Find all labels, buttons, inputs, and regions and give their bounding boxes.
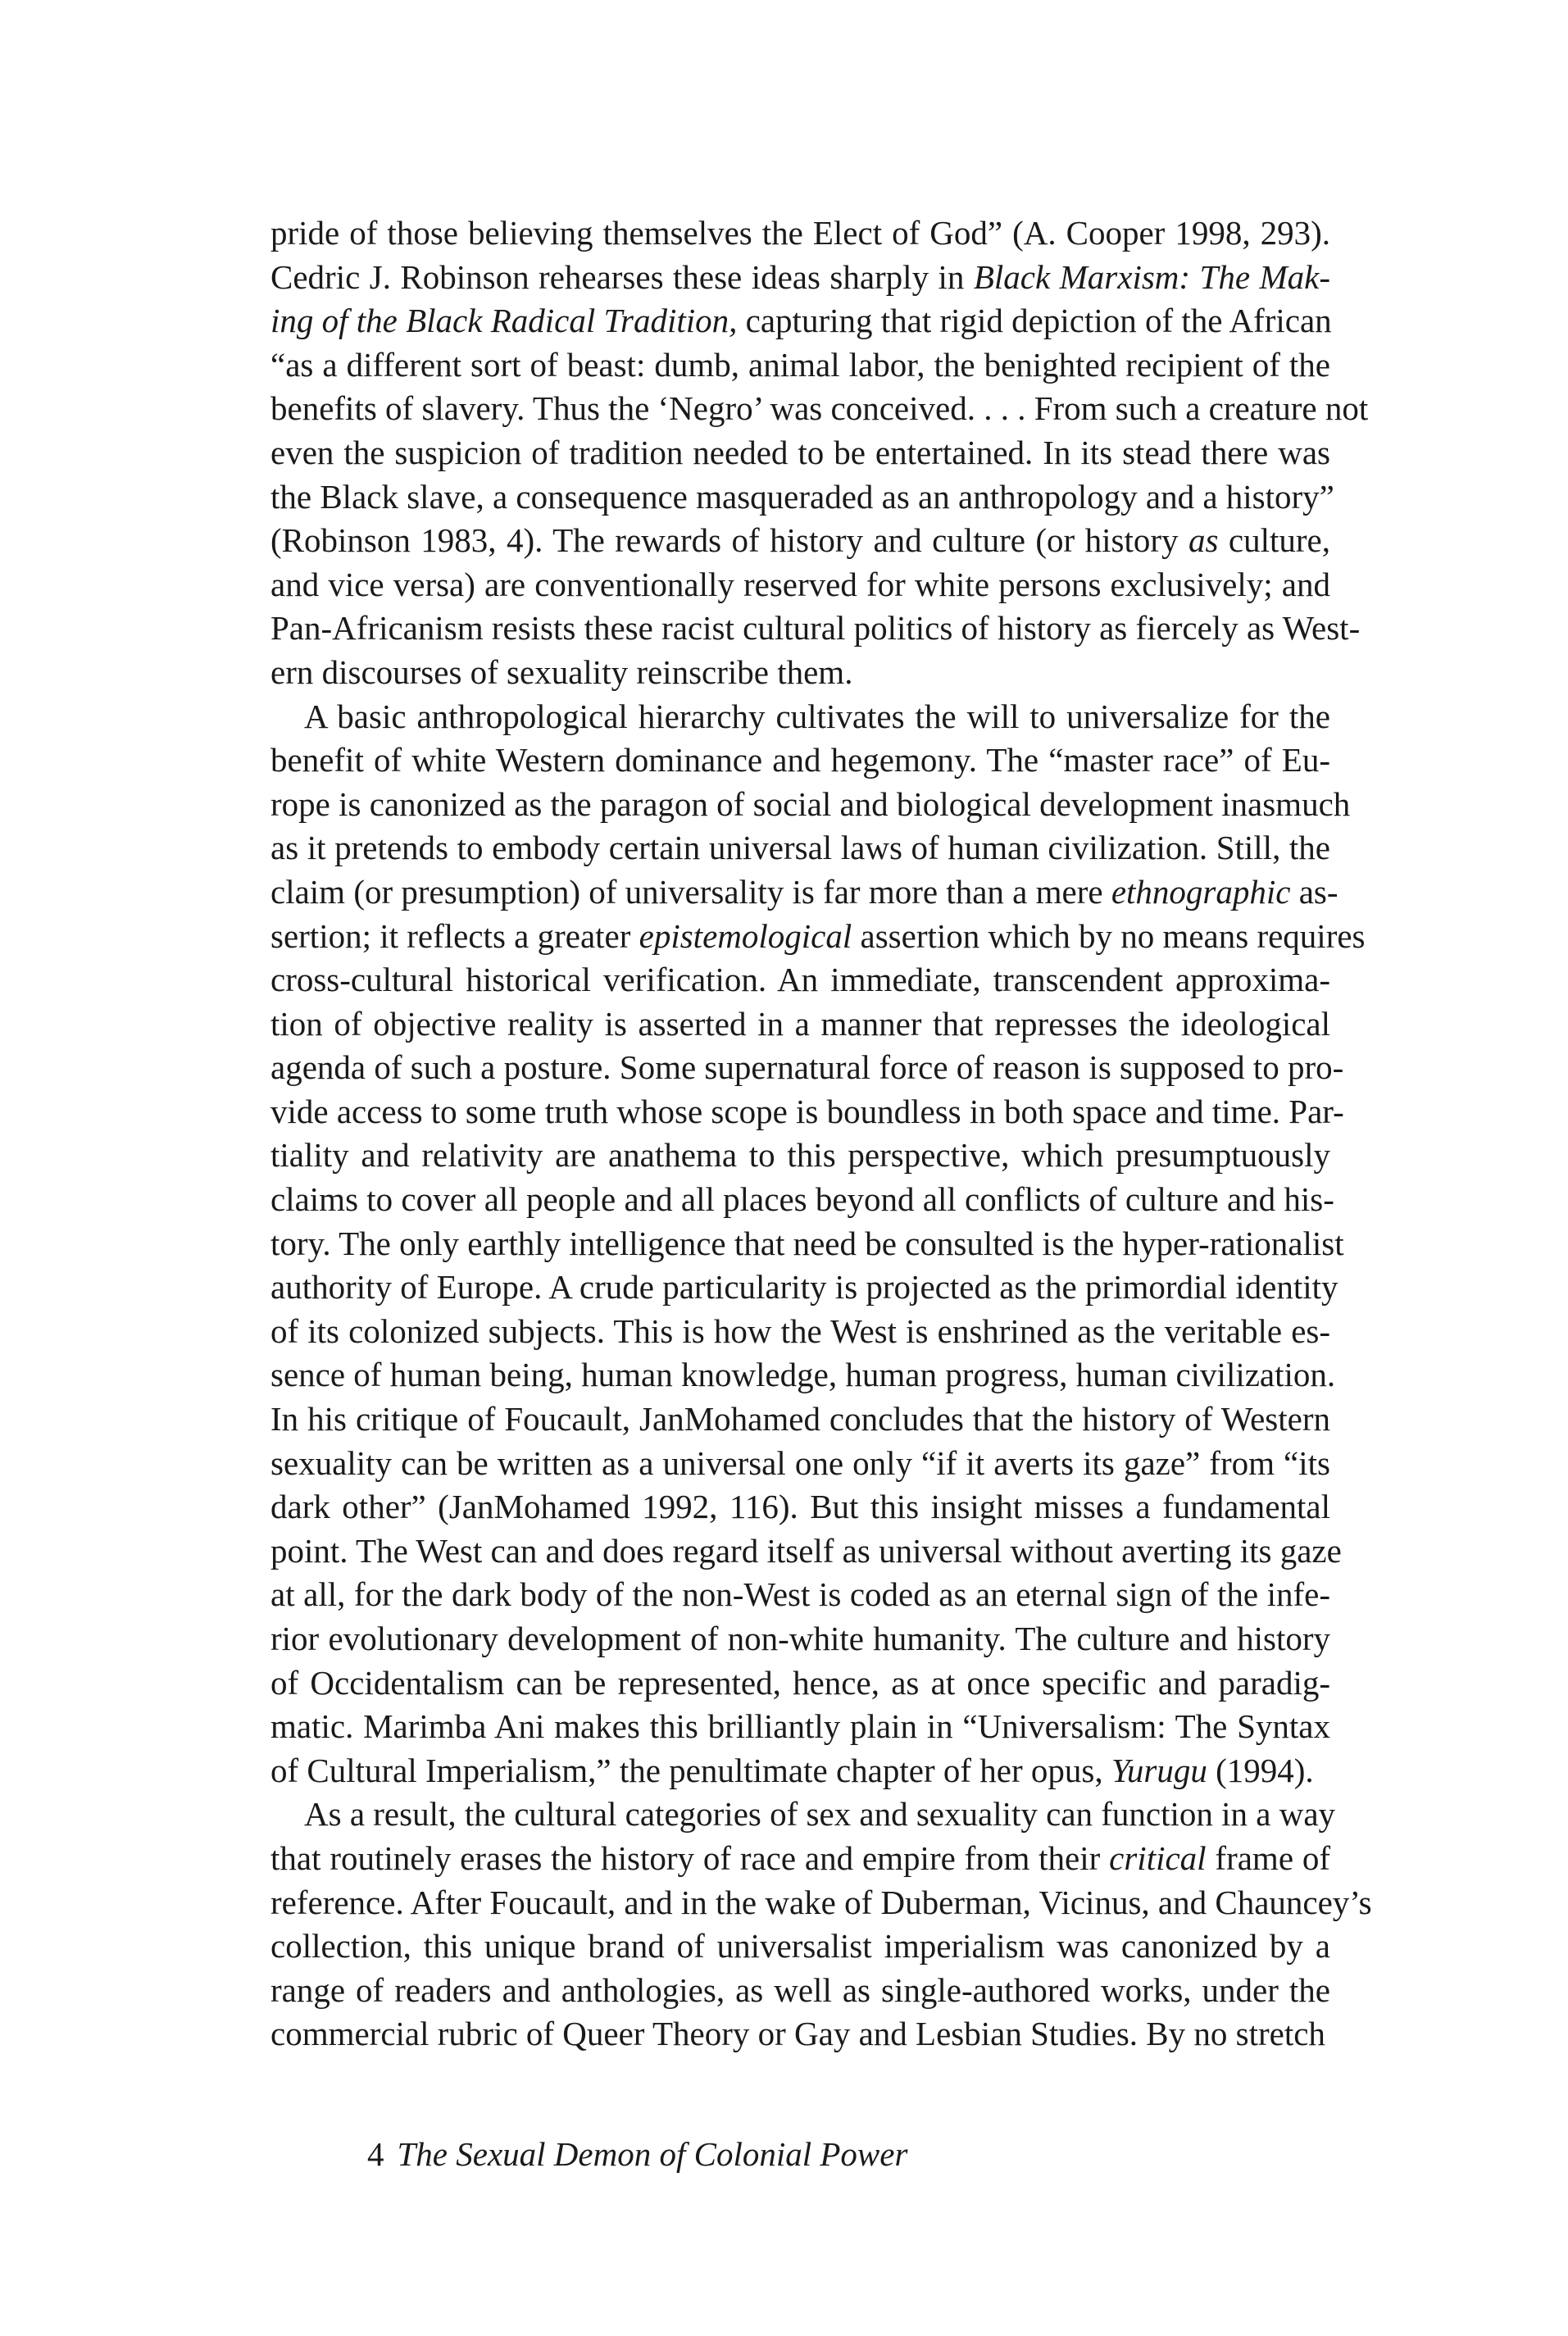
body-text — [270, 211, 1372, 2056]
text-line: ern discourses of sexuality reinscribe them. — [270, 652, 853, 691]
text-line: at all, for the dark body of the non-West is coded as an eternal sign of the infe- — [270, 1575, 1330, 1614]
text-line: that routinely erases the history of race and empire from their critical frame of — [270, 1838, 1331, 1877]
text-line: dark other” (JanMohamed 1992, 116). But this insight misses a fundamental — [270, 1488, 1330, 1526]
text-line: commercial rubric of Queer Theory or Gay and Lesbian Studies. By no stretch — [270, 2015, 1325, 2053]
text-line: tiality and relativity are anathema to this perspective, which presumptuously — [270, 1136, 1330, 1175]
text-line: vide access to some truth whose scope is boundless in both space and time. Par- — [270, 1092, 1344, 1130]
text-line: Cedric J. Robinson rehearses these ideas sharply in Black Marxism: The Mak- — [270, 257, 1330, 296]
text-line: as it pretends to embody certain universal laws of human civilization. Still, the — [270, 829, 1330, 867]
text-line: pride of those believing themselves the Elect of God” (A. Cooper 1998, 293). — [270, 214, 1330, 252]
text-line: authority of Europe. A crude particularity is projected as the primordial identity — [270, 1268, 1338, 1307]
text-line: point. The West can and does regard itself as universal without averting its gaze — [270, 1531, 1342, 1570]
text-line: tion of objective reality is asserted in a manner that represses the ideological — [270, 1004, 1330, 1043]
text-line: matic. Marimba Ani makes this brilliantly plain in “Universalism: The Syntax — [270, 1707, 1330, 1746]
text-line: reference. After Foucault, and in the wake of Duberman, Vicinus, and Chauncey’s — [270, 1883, 1372, 1921]
text-line: cross-cultural historical verification. An immediate, transcendent approxima- — [270, 961, 1330, 999]
text-line: In his critique of Foucault, JanMohamed concludes that the history of Western — [270, 1400, 1330, 1438]
text-line: collection, this unique brand of universalist imperialism was canonized by a — [270, 1927, 1330, 1966]
text-line: ing of the Black Radical Tradition, capturing that rigid depiction of the African — [270, 302, 1332, 340]
text-line: As a result, the cultural categories of sex and sexuality can function in a way — [270, 1795, 1336, 1834]
text-line: of its colonized subjects. This is how the West is enshrined as the veritable es- — [270, 1311, 1330, 1350]
text-line: and vice versa) are conventionally reserved for white persons exclusively; and — [270, 565, 1330, 603]
text-line: tory. The only earthly intelligence that need be consulted is the hyper-rationalist — [270, 1224, 1344, 1262]
text-line: claims to cover all people and all places beyond all conflicts of culture and his- — [270, 1180, 1334, 1219]
text-line: even the suspicion of tradition needed to be entertained. In its stead there was — [270, 433, 1330, 471]
page-footer — [367, 2134, 907, 2174]
text-line: of Occidentalism can be represented, hence, as at once specific and paradig- — [270, 1663, 1330, 1702]
text-line: sence of human being, human knowledge, human progress, human civilization. — [270, 1356, 1336, 1394]
text-line: range of readers and anthologies, as well as single-authored works, under the — [270, 1970, 1330, 2009]
paragraph — [270, 211, 1369, 695]
text-line: benefits of slavery. Thus the ‘Negro’ was conceived. . . . From such a creature not — [270, 389, 1369, 428]
text-line: benefit of white Western dominance and hegemony. The “master race” of Eu- — [270, 741, 1330, 779]
text-line: sertion; it reflects a greater epistemological assertion which by no means requires — [270, 916, 1366, 955]
paragraph — [270, 1793, 1372, 2056]
text-line: sexuality can be written as a universal one only “if it averts its gaze” from “its — [270, 1443, 1330, 1482]
paragraph — [270, 695, 1366, 1793]
text-line: of Cultural Imperialism,” the penultimate chapter of her opus, Yurugu (1994). — [270, 1751, 1314, 1789]
text-line: the Black slave, a consequence masqueraded as an anthropology and a history” — [270, 477, 1334, 516]
text-line: A basic anthropological hierarchy cultivates the will to universalize for the — [270, 697, 1330, 735]
text-line: agenda of such a posture. Some supernatural force of reason is supposed to pro- — [270, 1048, 1344, 1087]
text-line: claim (or presumption) of universality is far more than a mere ethnographic as- — [270, 872, 1338, 911]
page-number: 4 — [367, 2135, 384, 2173]
text-line: (Robinson 1983, 4). The rewards of history and culture (or history as culture, — [270, 521, 1330, 560]
text-line: rope is canonized as the paragon of social and biological development inasmuch — [270, 784, 1351, 823]
running-title: The Sexual Demon of Colonial Power — [397, 2135, 908, 2173]
text-line: “as a different sort of beast: dumb, animal labor, the benighted recipient of the — [270, 345, 1330, 384]
text-line: Pan-Africanism resists these racist cultural politics of history as fiercely as West- — [270, 609, 1361, 648]
text-line: rior evolutionary development of non-white humanity. The culture and history — [270, 1620, 1330, 1657]
